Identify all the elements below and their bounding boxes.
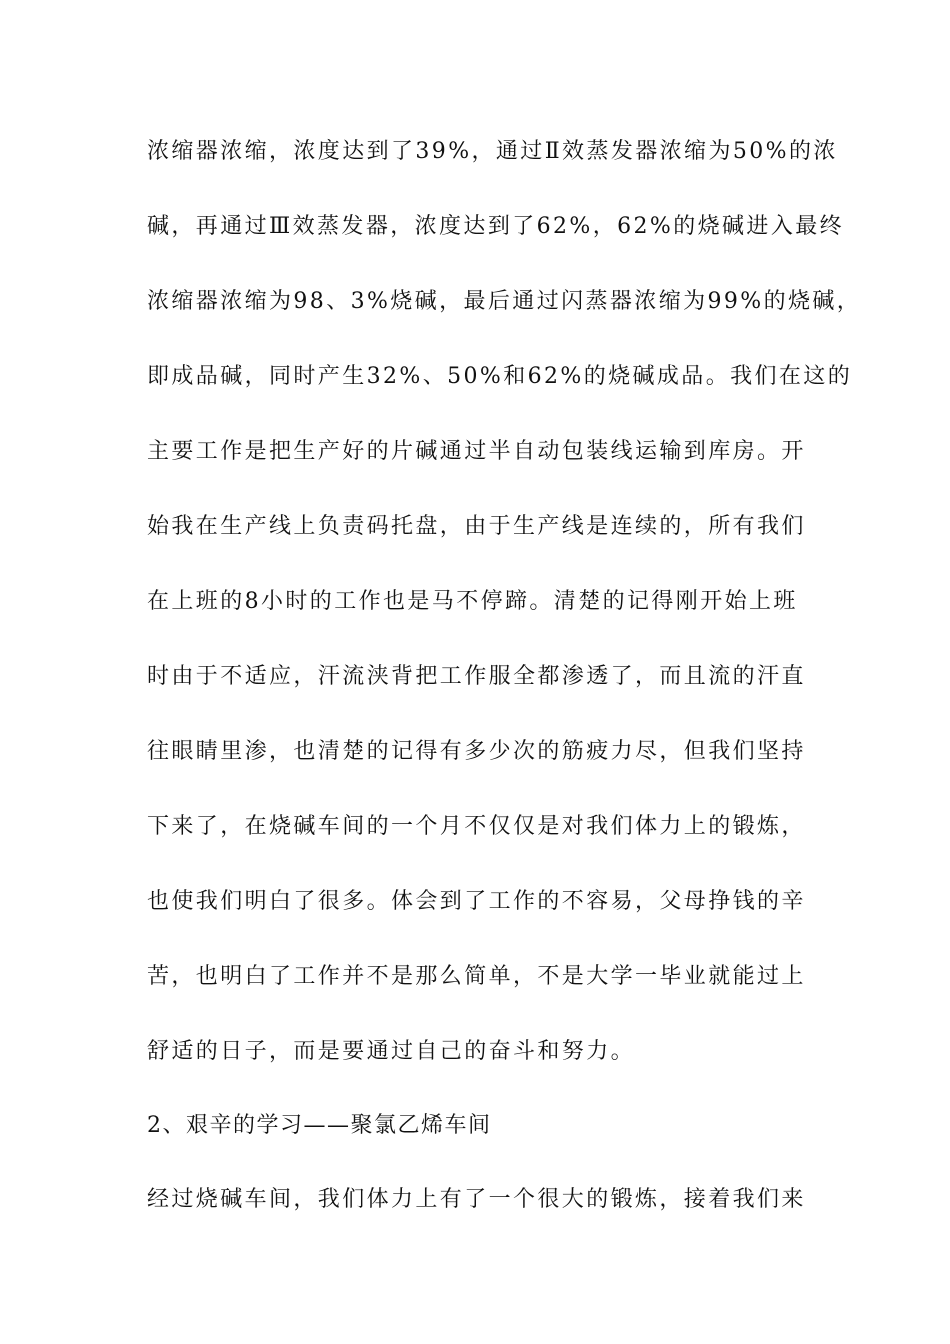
section-heading: 2、艰辛的学习——聚氯乙烯车间 xyxy=(147,1113,492,1138)
body-text-line: 即成品碱，同时产生32%、50%和62%的烧碱成品。我们在这的 xyxy=(147,364,853,389)
body-text-line: 经过烧碱车间，我们体力上有了一个很大的锻炼，接着我们来 xyxy=(147,1187,806,1212)
body-text-line: 时由于不适应，汗流浃背把工作服全都渗透了，而且流的汗直 xyxy=(147,664,806,689)
body-text-line: 浓缩器浓缩，浓度达到了39%，通过Ⅱ效蒸发器浓缩为50%的浓 xyxy=(147,139,838,164)
body-text-line: 浓缩器浓缩为98、3%烧碱，最后通过闪蒸器浓缩为99%的烧碱， xyxy=(147,289,862,314)
body-text-line: 也使我们明白了很多。体会到了工作的不容易，父母挣钱的辛 xyxy=(147,889,806,914)
body-text-line: 苦，也明白了工作并不是那么简单，不是大学一毕业就能过上 xyxy=(147,964,806,989)
body-text-line: 下来了，在烧碱车间的一个月不仅仅是对我们体力上的锻炼， xyxy=(147,814,806,839)
body-text-line: 碱，再通过Ⅲ效蒸发器，浓度达到了62%，62%的烧碱进入最终 xyxy=(147,214,845,239)
body-text-line: 始我在生产线上负责码托盘，由于生产线是连续的，所有我们 xyxy=(147,514,806,539)
body-text-line: 主要工作是把生产好的片碱通过半自动包装线运输到库房。开 xyxy=(147,439,806,464)
body-text-line: 往眼睛里渗，也清楚的记得有多少次的筋疲力尽，但我们坚持 xyxy=(147,739,806,764)
body-text-line: 舒适的日子，而是要通过自己的奋斗和努力。 xyxy=(147,1039,636,1064)
body-text-line: 在上班的8小时的工作也是马不停蹄。清楚的记得刚开始上班 xyxy=(147,589,798,614)
